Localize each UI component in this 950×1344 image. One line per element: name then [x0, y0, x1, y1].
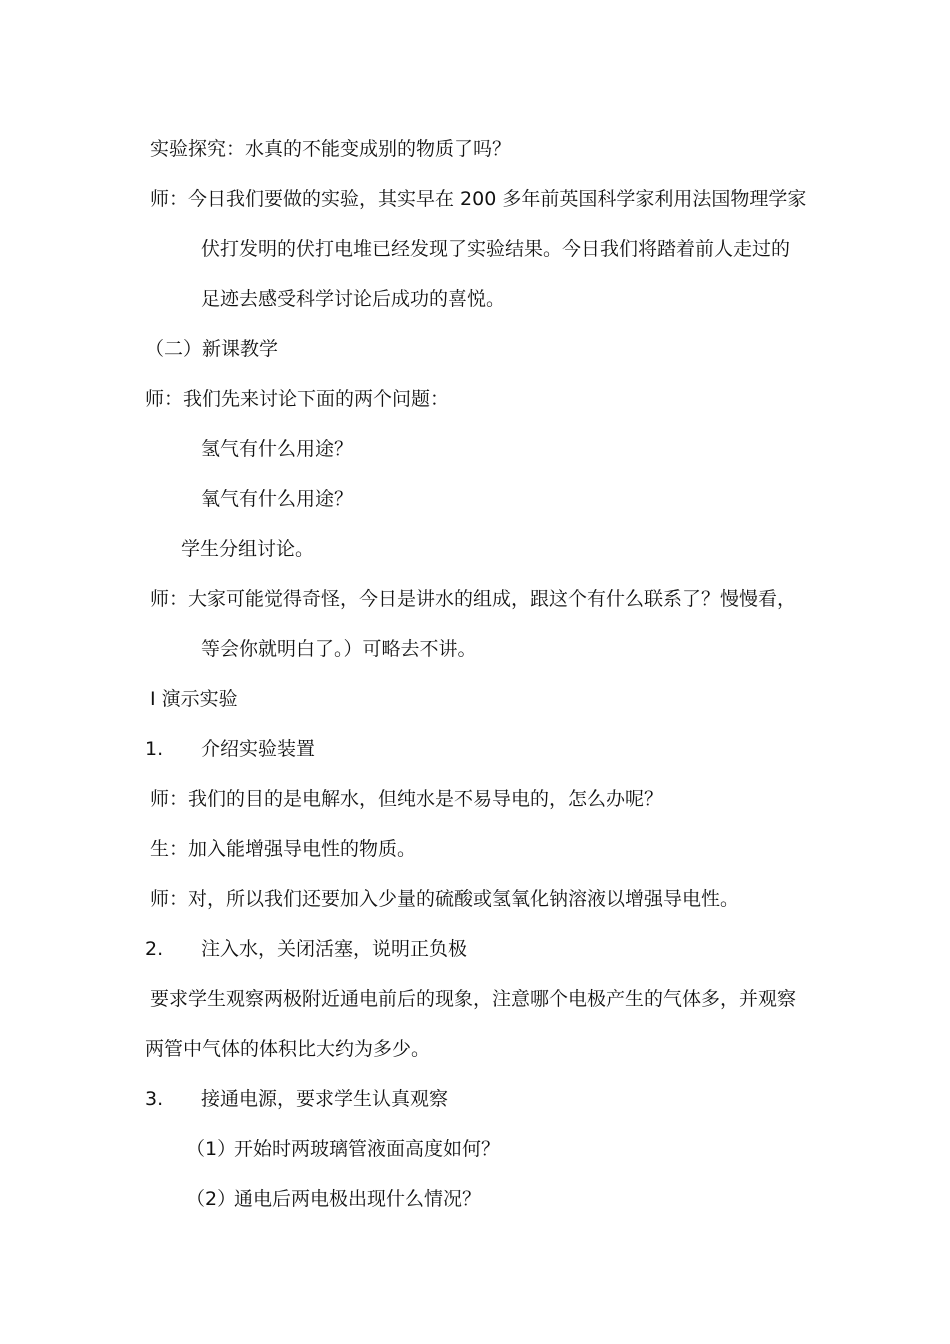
teacher-intro-line-1: 师：今日我们要做的实验，其实早在 200 多年前英国科学家利用法国物理学家 [150, 188, 807, 210]
section-heading: （二）新课教学 [145, 338, 279, 360]
teacher-remark-line-1: 师：大家可能觉得奇怪，今日是讲水的组成，跟这个有什么联系了？慢慢看， [150, 588, 797, 610]
step-1-text: 介绍实验装置 [201, 738, 316, 760]
observation-line-1: 要求学生观察两极附近通电前后的现象，注意哪个电极产生的气体多，并观察 [150, 988, 797, 1010]
step-1-number: 1. [145, 738, 164, 760]
sub-item-2-text: 通电后两电极出现什么情况？ [234, 1188, 482, 1210]
group-discussion: 学生分组讨论。 [181, 538, 315, 560]
sub-item-1-number: （1） [186, 1138, 237, 1160]
step-3-number: 3. [145, 1088, 164, 1110]
observation-line-2: 两管中气体的体积比大约为多少。 [145, 1038, 431, 1060]
step-2-number: 2. [145, 938, 164, 960]
sub-item-2-number: （2） [186, 1188, 237, 1210]
teacher-intro-line-3: 足迹去感受科学讨论后成功的喜悦。 [201, 288, 506, 310]
teacher-remark-line-2: 等会你就明白了。）可略去不讲。 [201, 638, 477, 660]
teacher-answer-line: 师：对，所以我们还要加入少量的硫酸或氢氧化钠溶液以增强导电性。 [150, 888, 740, 910]
question-oxygen: 氧气有什么用途？ [201, 488, 354, 510]
student-line: 生：加入能增强导电性的物质。 [150, 838, 417, 860]
teacher-line: 师：我们的目的是电解水，但纯水是不易导电的，怎么办呢？ [150, 788, 664, 810]
step-3-text: 接通电源，要求学生认真观察 [201, 1088, 449, 1110]
question-hydrogen: 氢气有什么用途？ [201, 438, 354, 460]
teacher-question-prompt: 师：我们先来讨论下面的两个问题： [145, 388, 450, 410]
sub-item-1-text: 开始时两玻璃管液面高度如何？ [234, 1138, 501, 1160]
step-2-text: 注入水，关闭活塞，说明正负极 [201, 938, 468, 960]
teacher-intro-line-2: 伏打发明的伏打电堆已经发现了实验结果。今日我们将踏着前人走过的 [201, 238, 791, 260]
demo-heading: Ⅰ 演示实验 [150, 688, 238, 710]
experiment-question: 实验探究：水真的不能变成别的物质了吗？ [150, 138, 512, 160]
